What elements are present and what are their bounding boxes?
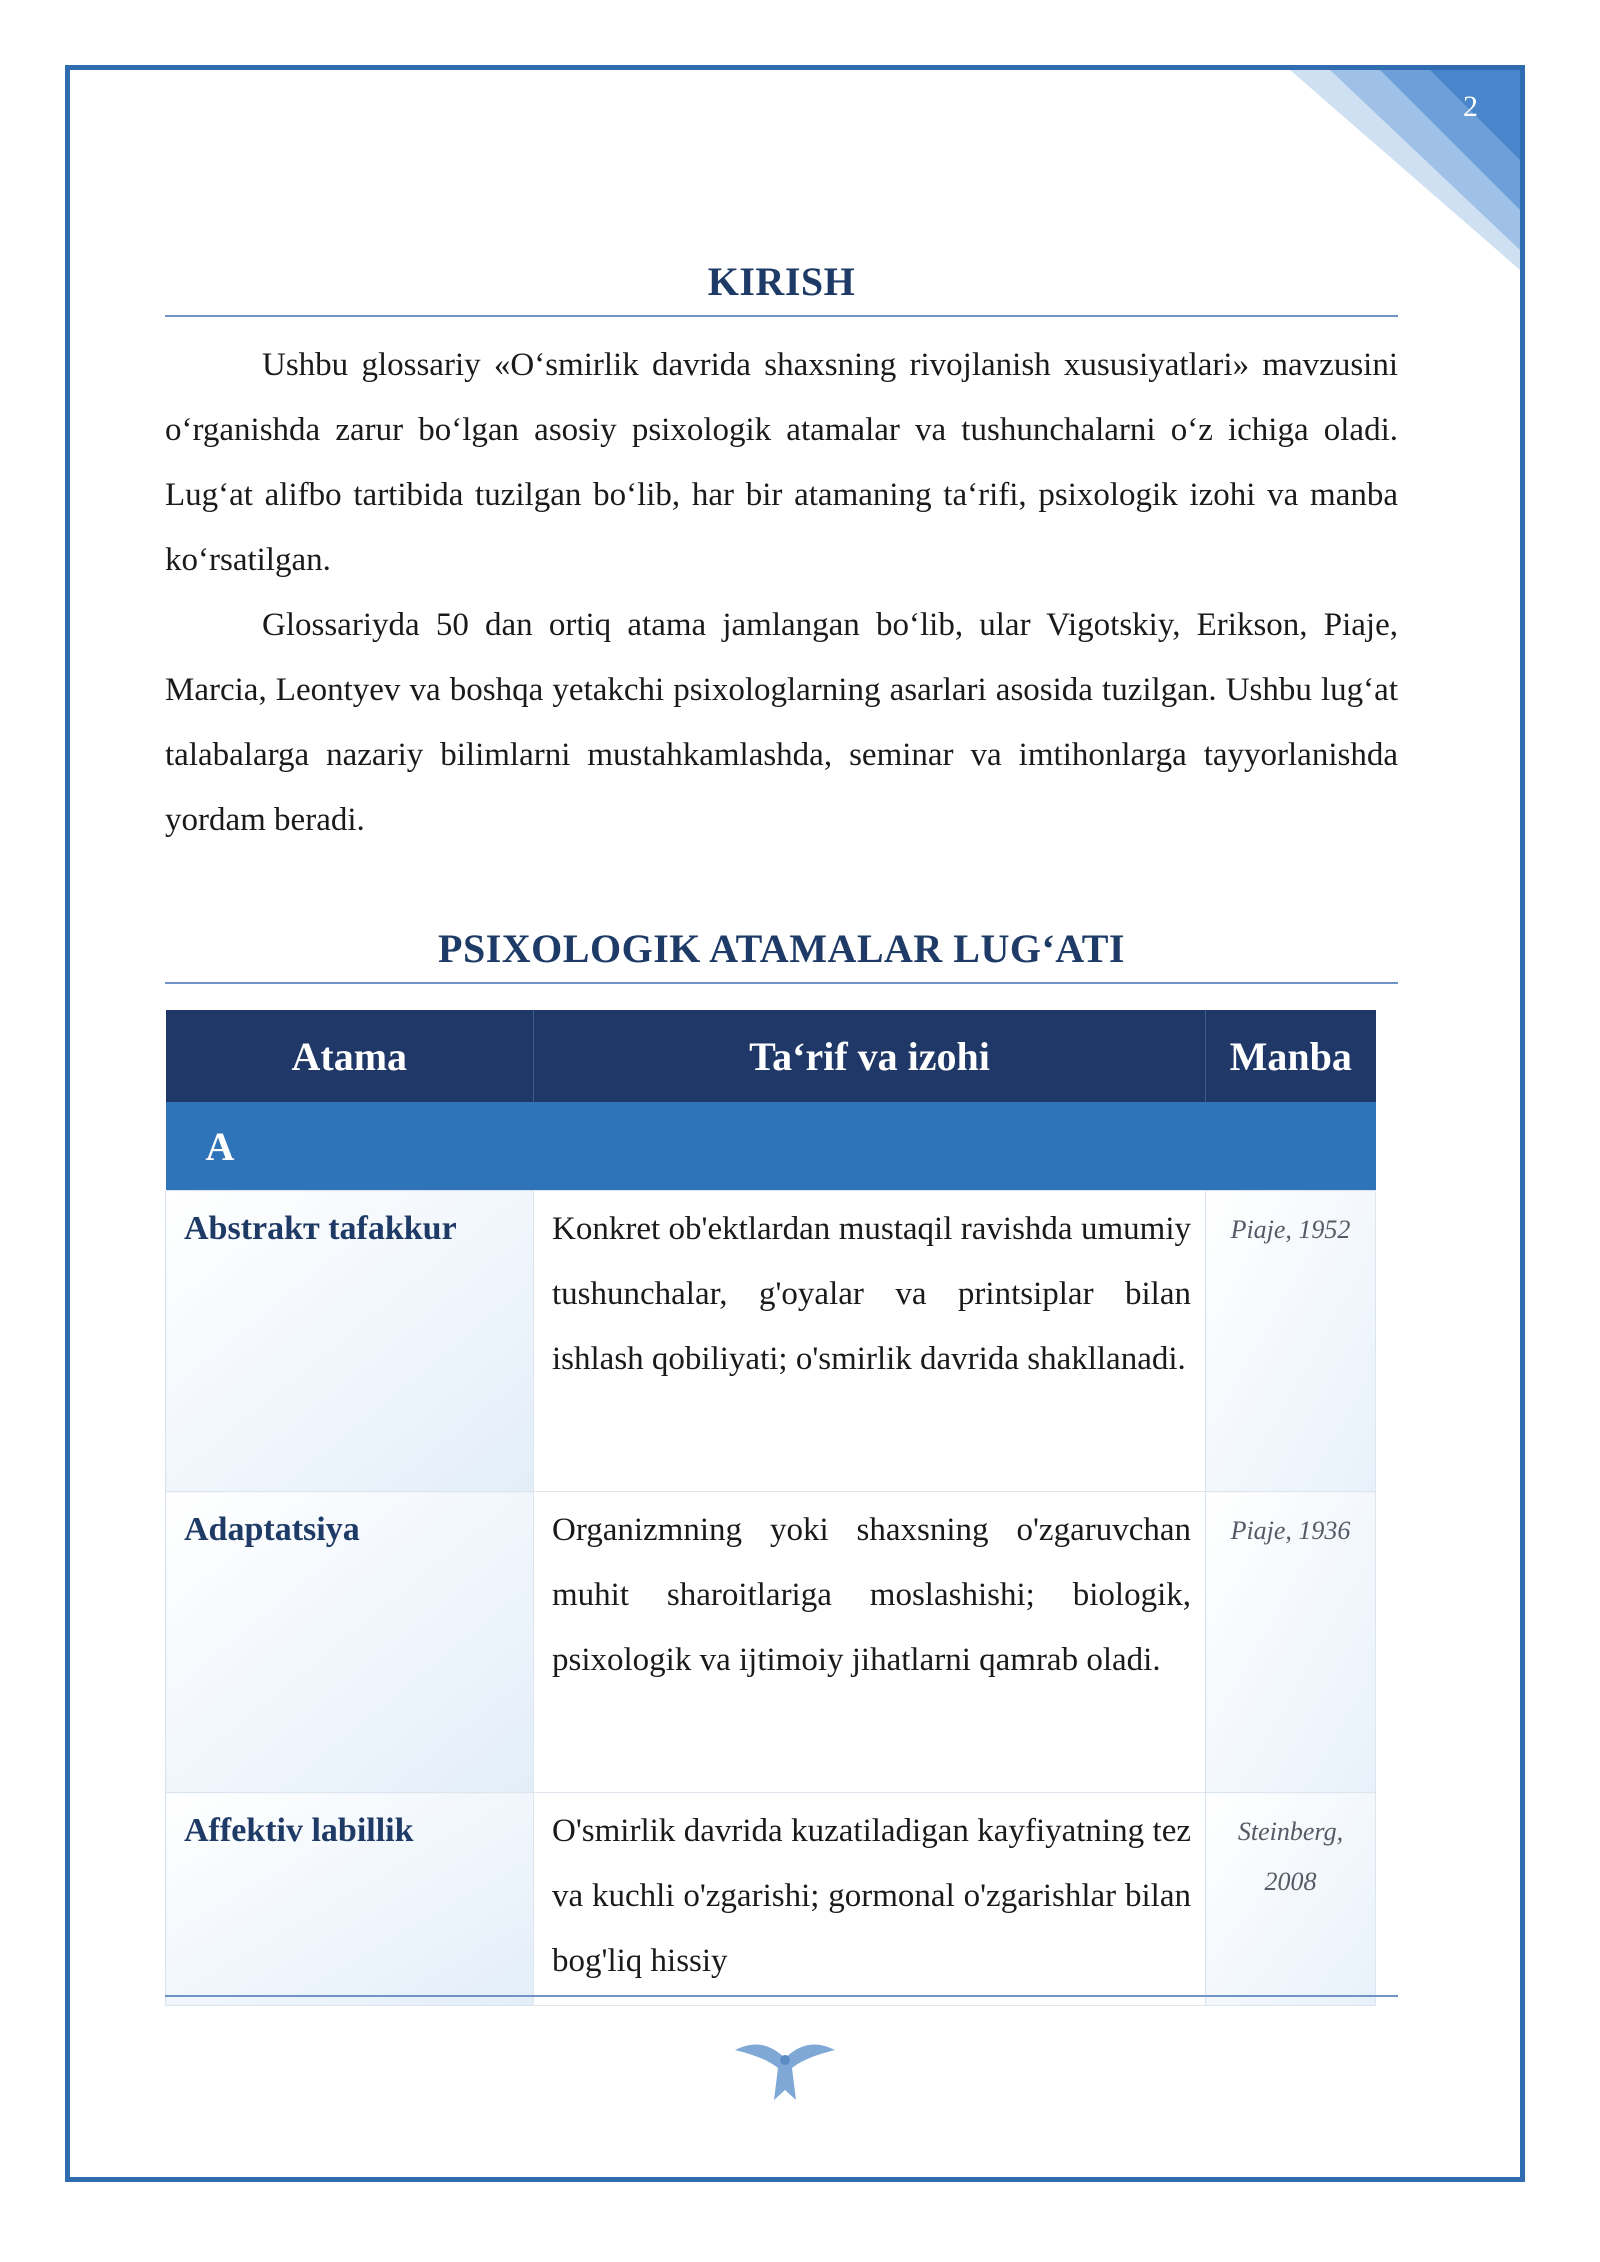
definition-cell [534,1793,1206,2006]
table-row [166,1793,1376,2006]
footer-rule [165,1995,1398,1997]
source-cell: Piaje, 1936 [1206,1492,1376,1793]
table-row [166,1191,1376,1492]
intro-paragraph: Glossariyda 50 dan ortiq atama jamlangan boʻlib, ular Vigotskiy, Erikson, Piaje, Marcia, Leontyev va boshqa yetakchi psixologlarning asarlari asosida tuzilgan. Ushbu lugʻat talabalarga nazariy bilimlarni mustahkamlashda, seminar va imtihonlarga tayyorlanishda yordam beradi. [165,607,1398,838]
intro-title: KIRISH [707,259,856,304]
glossary-title: PSIXOLOGIK ATAMALAR LUGʻATI [438,926,1125,971]
glossary-header-row [166,1010,1376,1102]
footer-ornament-icon [730,2030,840,2110]
term-cell: Affektiv labillik [166,1793,534,2006]
column-header-definition: Taʻrif va izohi [534,1010,1206,1102]
definition-cell: Konkret ob'ektlardan mustaqil ravishda umumiy tushunchalar, g'oyalar va printsiplar bilan ishlash qobiliyati; o'smirlik davrida shakllanadi. [534,1191,1206,1492]
glossary-table [165,1010,1376,2006]
letter-heading: A [166,1102,1376,1191]
term-cell: Adaptatsiya [166,1492,534,1793]
source-cell: Steinberg, 2008 [1206,1793,1376,2006]
column-header-source: Manba [1206,1010,1376,1102]
letter-section-row [166,1102,1376,1191]
source-cell: Piaje, 1952 [1206,1191,1376,1492]
intro-body [165,333,1398,853]
column-header-term: Atama [166,1010,534,1102]
intro-paragraph: Ushbu glossariy «Oʻsmirlik davrida shaxsning rivojlanish xususiyatlari» mavzusini oʻrganishda zarur boʻlgan asosiy psixologik atamalar va tushunchalarni oʻz ichiga oladi. Lugʻat alifbo tartibida tuzilgan boʻlib, har bir atamaning taʻrifi, psixologik izohi va manba koʻrsatilgan. [165,347,1398,578]
definition-text: O'smirlik davrida kuzatiladigan kayfiyatning tez va kuchli o'zgarishi; gormonal o'zgarishlar bilan bog'liq hissiy [552,1813,1191,1979]
page-number: 2 [1463,90,1478,123]
intro-title-rule [165,315,1398,317]
table-row [166,1492,1376,1793]
glossary-title-rule [165,982,1398,984]
term-cell: Abstrakт tafakkur [166,1191,534,1492]
definition-cell: Organizmning yoki shaxsning o'zgaruvchan muhit sharoitlariga moslashishi; biologik, psixologik va ijtimoiy jihatlarni qamrab oladi. [534,1492,1206,1793]
